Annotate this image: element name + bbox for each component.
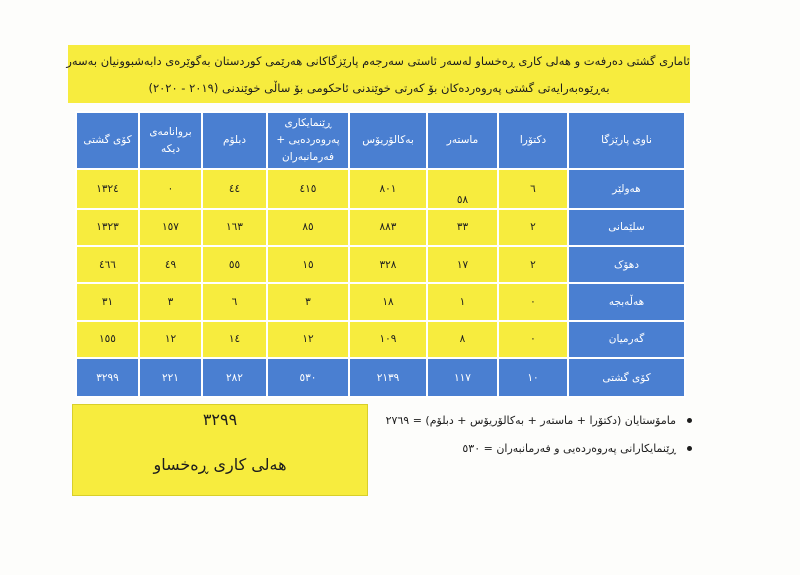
cell-governorate: دهۆک <box>568 246 685 283</box>
header-phd: دکتۆرا <box>498 112 568 169</box>
total-masters: ١١٧ <box>427 358 498 397</box>
cell-bachelors: ١٠٩ <box>349 321 427 358</box>
cell-governorate: هەولێر <box>568 169 685 209</box>
total-other: ٢٢١ <box>139 358 202 397</box>
header-diploma: دبلۆم <box>202 112 267 169</box>
header-masters: ماستەر <box>427 112 498 169</box>
total-supervisors: ٥٣٠ <box>267 358 349 397</box>
table-row <box>76 209 685 246</box>
total-grand: ٣٢٩٩ <box>76 358 139 397</box>
total-bachelors: ٢١٣٩ <box>349 358 427 397</box>
cell-governorate: سلێمانی <box>568 209 685 246</box>
cell-masters: ١٧ <box>427 246 498 283</box>
cell-supervisors: ١٥ <box>267 246 349 283</box>
summary-label: هەلی کاری ڕەخساو <box>153 455 287 474</box>
table-row <box>76 283 685 320</box>
cell-diploma: ٦ <box>202 283 267 320</box>
cell-masters: ٥٨ <box>427 169 498 209</box>
cell-diploma: ١٦٣ <box>202 209 267 246</box>
note-teachers: مامۆستایان (دکتۆرا + ماستەر + بەکالۆریۆس + دبلۆم) = ٢٧٦٩ <box>385 414 676 427</box>
total-diploma: ٢٨٢ <box>202 358 267 397</box>
cell-total: ١٥٥ <box>76 321 139 358</box>
cell-total: ٣١ <box>76 283 139 320</box>
header-governorate: ناوی پارێزگا <box>568 112 685 169</box>
cell-other: ١٥٧ <box>139 209 202 246</box>
cell-phd: ٠ <box>498 321 568 358</box>
cell-supervisors: ١٢ <box>267 321 349 358</box>
table-row <box>76 321 685 358</box>
cell-masters: ٣٣ <box>427 209 498 246</box>
cell-masters: ٨ <box>427 321 498 358</box>
total-label: کۆی گشتی <box>568 358 685 397</box>
cell-phd: ٢ <box>498 209 568 246</box>
cell-supervisors: ٤١٥ <box>267 169 349 209</box>
note-supervisors: ڕێنمایکارانی پەروەردەیی و فەرمانبەران = ٥٣٠ <box>462 442 676 455</box>
title-line-1: ئاماری گشتی دەرفەت و هەلی کاری ڕەخساو لەسەر ئاستی سەرجەم پارێزگاکانی هەرێمی کوردستان بەگوێرەی دابەشبوونیان بەسەر <box>66 54 690 68</box>
cell-diploma: ١٤ <box>202 321 267 358</box>
cell-bachelors: ٣٢٨ <box>349 246 427 283</box>
bullet-icon <box>687 418 692 423</box>
cell-supervisors: ٣ <box>267 283 349 320</box>
notes-list <box>378 413 692 469</box>
cell-total: ٤٦٦ <box>76 246 139 283</box>
table-row <box>76 169 685 209</box>
title-line-2: بەڕێوەبەرایەتی گشتی پەروەردەکان بۆ کەرتی خوێندنی ئاحکومی بۆ ساڵی خوێندنی (٢٠١٩ - ٢٠٢٠) <box>148 81 610 95</box>
cell-diploma: ٤٤ <box>202 169 267 209</box>
cell-other: ٠ <box>139 169 202 209</box>
cell-supervisors: ٨٥ <box>267 209 349 246</box>
cell-bachelors: ٨٠١ <box>349 169 427 209</box>
cell-bachelors: ٨٨٣ <box>349 209 427 246</box>
cell-other: ١٢ <box>139 321 202 358</box>
summary-total: ٣٢٩٩ <box>202 410 238 429</box>
cell-total: ١٣٢٤ <box>76 169 139 209</box>
cell-governorate: گەرمیان <box>568 321 685 358</box>
cell-total: ١٣٢٣ <box>76 209 139 246</box>
cell-governorate: هەڵەبجە <box>568 283 685 320</box>
cell-phd: ٢ <box>498 246 568 283</box>
header-total: کۆی گشتی <box>76 112 139 169</box>
cell-other: ٣ <box>139 283 202 320</box>
header-supervisors-staff: ڕێنمایکاری پەروەردەیی + فەرمانبەران <box>267 112 349 169</box>
cell-phd: ٠ <box>498 283 568 320</box>
statistics-table <box>75 111 686 398</box>
table-row <box>76 246 685 283</box>
table-total-row <box>76 358 685 397</box>
bullet-icon <box>687 446 692 451</box>
cell-masters: ١ <box>427 283 498 320</box>
header-bachelors: بەکالۆریۆس <box>349 112 427 169</box>
list-item <box>378 413 692 429</box>
table-header-row <box>76 112 685 169</box>
summary-box <box>72 404 368 496</box>
cell-bachelors: ١٨ <box>349 283 427 320</box>
list-item <box>378 441 692 457</box>
cell-other: ٤٩ <box>139 246 202 283</box>
cell-diploma: ٥٥ <box>202 246 267 283</box>
header-other-degrees: بروانامەی دیکە <box>139 112 202 169</box>
title-banner <box>68 45 690 103</box>
total-phd: ١٠ <box>498 358 568 397</box>
cell-phd: ٦ <box>498 169 568 209</box>
